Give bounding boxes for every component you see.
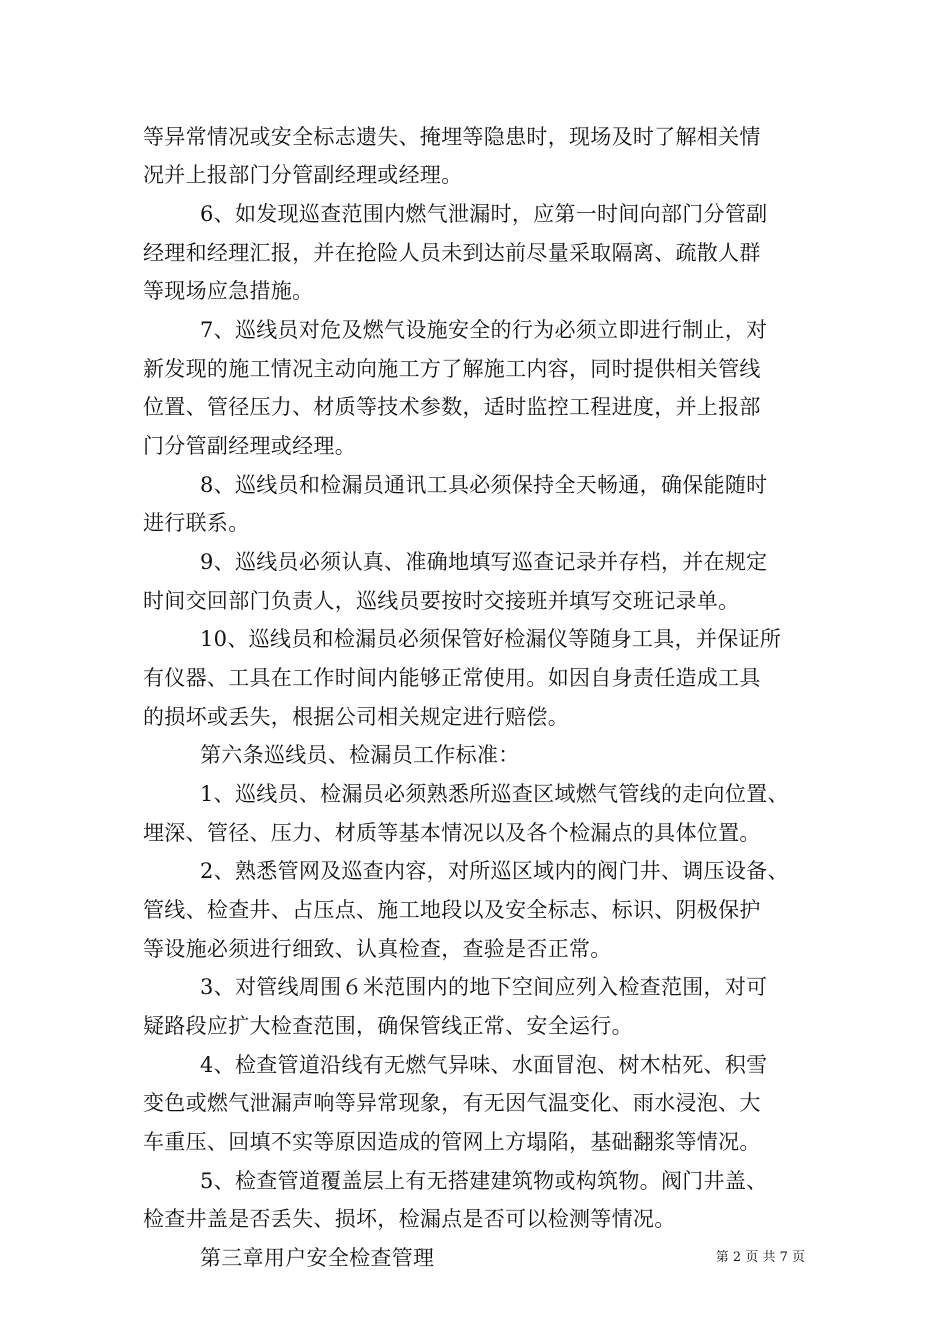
body-text-line: 等异常情况或安全标志遗失、掩埋等隐患时，现场及时了解相关情 <box>143 125 761 149</box>
chapter-heading: 第三章用户安全检查管理 <box>200 1246 435 1270</box>
body-text-line: 疑路段应扩大检查范围，确保管线正常、安全运行。 <box>143 1014 633 1038</box>
body-text-line: 4、检查管道沿线有无燃气异味、水面冒泡、树木枯死、积雪 <box>200 1053 768 1077</box>
body-text-line: 的损坏或丢失，根据公司相关规定进行赔偿。 <box>143 705 569 729</box>
body-text-line: 等设施必须进行细致、认真检查，查验是否正常。 <box>143 937 612 961</box>
body-text-line: 变色或燃气泄漏声响等异常现象，有无因气温变化、雨水浸泡、大 <box>143 1091 761 1115</box>
body-text-line: 新发现的施工情况主动向施工方了解施工内容，同时提供相关管线 <box>143 357 761 381</box>
body-text-line: 3、对管线周围６米范围内的地下空间应列入检查范围，对可 <box>200 975 768 999</box>
body-text-line: 7、巡线员对危及燃气设施安全的行为必须立即进行制止，对 <box>200 318 768 342</box>
body-text-line: 车重压、回填不实等原因造成的管网上方塌陷，基础翻浆等情况。 <box>143 1130 761 1154</box>
body-text-line: 检查井盖是否丢失、损坏，检漏点是否可以检测等情况。 <box>143 1207 676 1231</box>
body-text-line: 埋深、管径、压力、材质等基本情况以及各个检漏点的具体位置。 <box>143 821 761 845</box>
body-text-line: 5、检查管道覆盖层上有无搭建建筑物或构筑物。阀门井盖、 <box>200 1169 768 1193</box>
body-text-line: 门分管副经理或经理。 <box>143 434 356 458</box>
section-heading: 第六条巡线员、检漏员工作标准： <box>200 743 520 767</box>
body-text-line: 9、巡线员必须认真、准确地填写巡查记录并存档，并在规定 <box>200 550 768 574</box>
body-text-line: 位置、管径压力、材质等技术参数，适时监控工程进度，并上报部 <box>143 395 761 419</box>
body-text-line: 有仪器、工具在工作时间内能够正常使用。如因自身责任造成工具 <box>143 666 761 690</box>
body-text-line: 况并上报部门分管副经理或经理。 <box>143 163 463 187</box>
body-text-line: 1、巡线员、检漏员必须熟悉所巡查区域燃气管线的走向位置、 <box>200 782 789 806</box>
body-text-line: 6、如发现巡查范围内燃气泄漏时，应第一时间向部门分管副 <box>200 202 768 226</box>
body-text-line: 经理和经理汇报，并在抢险人员未到达前尽量采取隔离、疏散人群 <box>143 241 761 265</box>
body-text-line: 进行联系。 <box>143 511 250 535</box>
body-text-line: 2、熟悉管网及巡查内容，对所巡区域内的阀门井、调压设备、 <box>200 859 789 883</box>
body-text-line: 时间交回部门负责人，巡线员要按时交接班并填写交班记录单。 <box>143 589 740 613</box>
body-text-line: 8、巡线员和检漏员通讯工具必须保持全天畅通，确保能随时 <box>200 473 768 497</box>
body-text-line: 等现场应急措施。 <box>143 279 314 303</box>
page-number-footer: 第 2 页 共 7 页 <box>715 1250 805 1265</box>
body-text-line: 10、巡线员和检漏员必须保管好检漏仪等随身工具，并保证所 <box>200 627 782 651</box>
body-text-line: 管线、检查井、占压点、施工地段以及安全标志、标识、阴极保护 <box>143 898 761 922</box>
